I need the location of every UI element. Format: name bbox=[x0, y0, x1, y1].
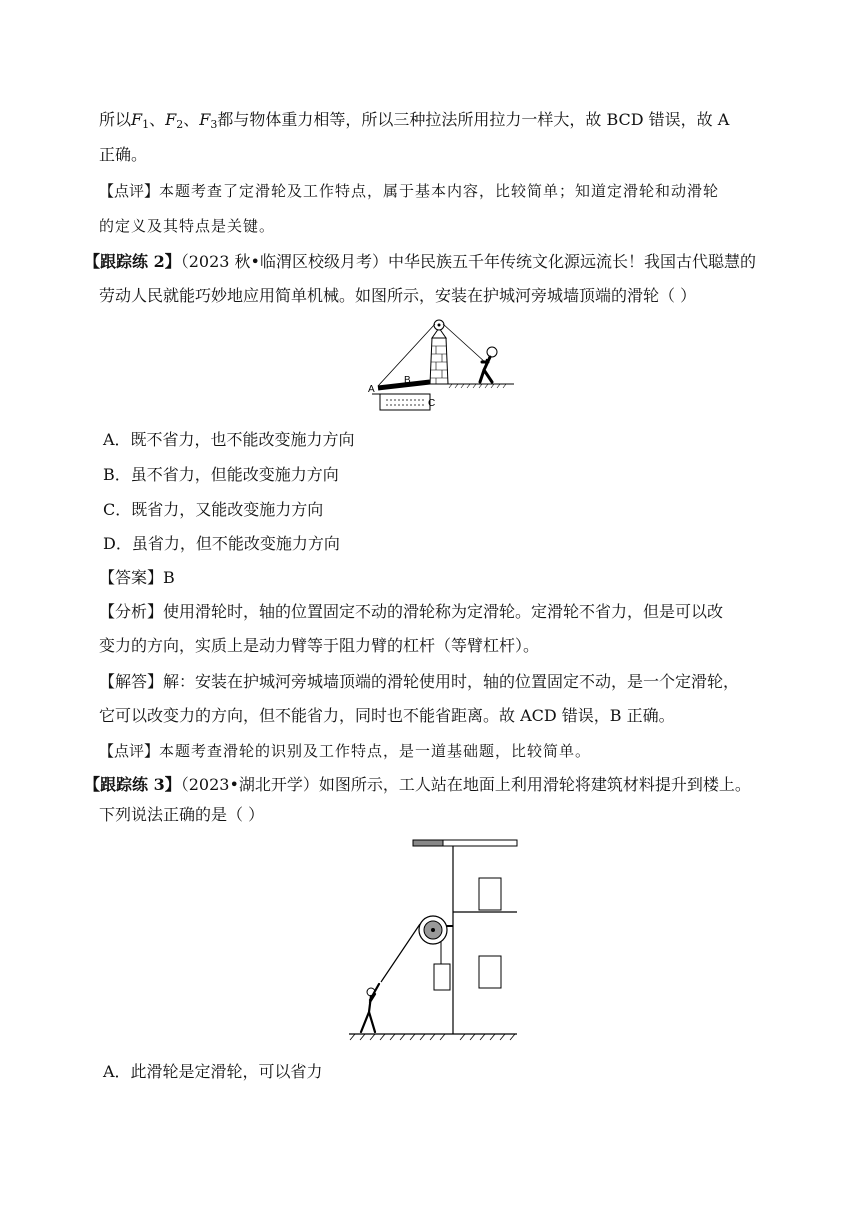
q2-label-c: C bbox=[428, 398, 436, 409]
q2-solution-line-2: 它可以改变力的方向，但不能省力，同时也不能省距离。故 ACD 错误，B 正确。 bbox=[99, 706, 675, 725]
q2-option-a: A．既不省力，也不能改变施力方向 bbox=[103, 430, 355, 449]
q3-figure bbox=[345, 834, 525, 1044]
q2-analysis-line-1: 【分析】使用滑轮时，轴的位置固定不动的滑轮称为定滑轮。定滑轮不省力，但是可以改 bbox=[99, 602, 724, 621]
q2-option-d: D．虽省力，但不能改变施力方向 bbox=[103, 534, 340, 553]
q2-label-a: A bbox=[368, 384, 375, 395]
prev-comment-line-1: 【点评】本题考查了定滑轮及工作特点，属于基本内容，比较简单；知道定滑轮和动滑轮 bbox=[99, 182, 720, 200]
q2-comment: 【点评】本题考查滑轮的识别及工作特点，是一道基础题，比较简单。 bbox=[99, 742, 592, 760]
q3-stem-line-2: 下列说法正确的是（ ） bbox=[99, 805, 265, 824]
q2-stem-line-1: 【跟踪练 2】（2023 秋•临渭区校级月考）中华民族五千年传统文化源远流长！我国古代聪慧的 bbox=[84, 252, 756, 271]
q2-answer: 【答案】B bbox=[99, 568, 175, 587]
prev-solution-line-2: 正确。 bbox=[99, 145, 148, 164]
q2-label-b: B bbox=[404, 375, 411, 386]
prev-comment-line-2: 的定义及其特点是关键。 bbox=[99, 217, 276, 235]
q3-stem-line-1: 【跟踪练 3】（2023•湖北开学）如图所示，工人站在地面上利用滑轮将建筑材料提升到楼上。 bbox=[84, 775, 751, 794]
q2-figure bbox=[366, 318, 516, 416]
q2-solution-line-1: 【解答】解：安装在护城河旁城墙顶端的滑轮使用时，轴的位置固定不动，是一个定滑轮， bbox=[99, 672, 740, 691]
q2-option-c: C．既省力，又能改变施力方向 bbox=[103, 500, 324, 519]
q2-analysis-line-2: 变力的方向，实质上是动力臂等于阻力臂的杠杆（等臂杠杆）。 bbox=[99, 636, 540, 655]
prev-solution-line-1: 所以$F_1$、$F_2$、$F_3$都与物体重力相等，所以三种拉法所用拉力一样大，故 BCD 错误，故 A bbox=[99, 110, 730, 131]
q2-stem-line-2: 劳动人民就能巧妙地应用简单机械。如图所示，安装在护城河旁城墙顶端的滑轮（ ） bbox=[99, 286, 697, 305]
q3-option-a: A．此滑轮是定滑轮，可以省力 bbox=[103, 1062, 323, 1081]
q2-option-b: B．虽不省力，但能改变施力方向 bbox=[103, 465, 339, 484]
